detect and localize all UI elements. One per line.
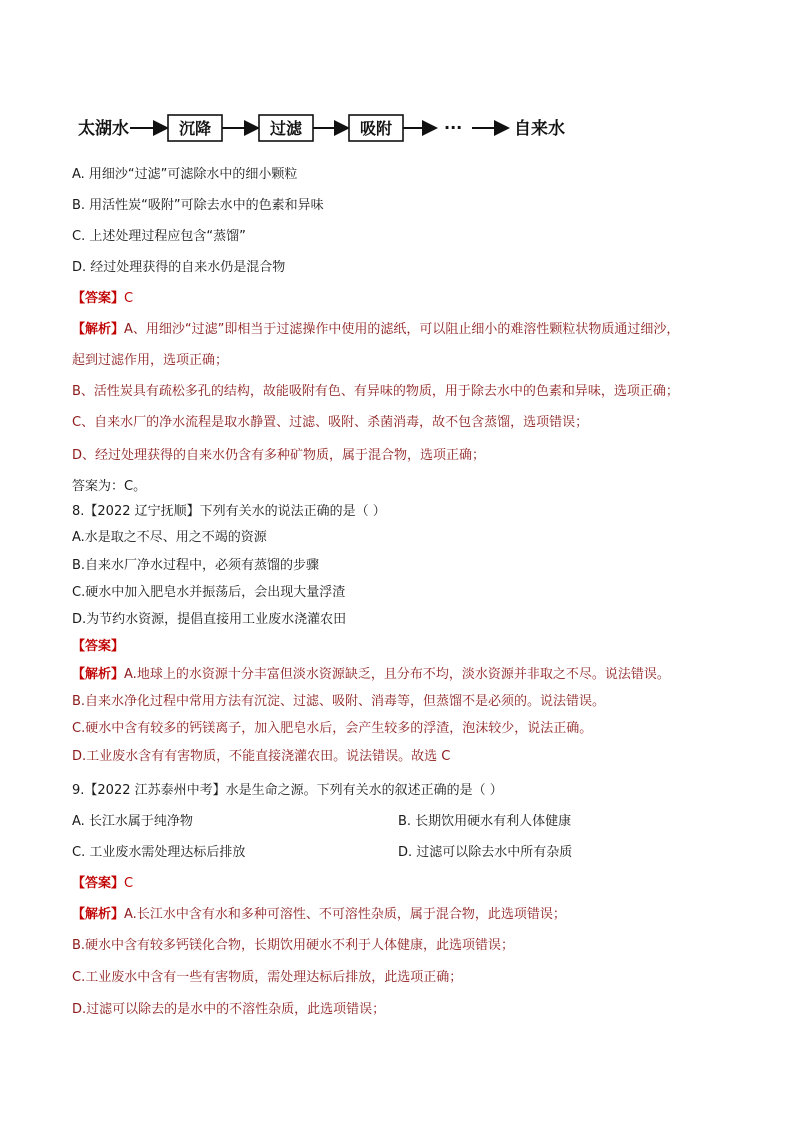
analysis-tag: 【解析】	[72, 322, 125, 337]
analysis-tag: 【解析】	[72, 667, 125, 682]
q7-option-c: C. 上述处理过程应包含“蒸馏”	[72, 229, 246, 244]
q7-analysis-line	[72, 320, 679, 340]
q9-option-d: D. 过滤可以除去水中所有杂质	[398, 845, 573, 860]
q8-option-a: A.水是取之不尽、用之不竭的资源	[72, 530, 267, 545]
flow-start-label: 太湖水	[78, 119, 129, 139]
q7-analysis-text: C、自来水厂的净水流程是取水静置、过滤、吸附、杀菌消毒，故不包含蒸馏，选项错误；	[72, 415, 589, 430]
q8-option-c: C.硬水中加入肥皂水并振荡后，会出现大量浮渣	[72, 585, 346, 600]
analysis-text: A.地球上的水资源十分丰富但淡水资源缺乏，且分布不均，淡水资源并非取之不尽。说法错误。	[124, 667, 670, 682]
q7-analysis-text: B、活性炭具有疏松多孔的结构，故能吸附有色、有异味的物质，用于除去水中的色素和异味，选项正确；	[72, 384, 679, 399]
q8-question: 下列有关水的说法正确的是（ ）	[199, 504, 386, 519]
answer-tag: 【答案】	[72, 639, 125, 654]
q7-analysis-text: 起到过滤作用，选项正确；	[72, 353, 229, 368]
q8-analysis-text: D.工业废水含有有害物质，不能直接浇灌农田。说法错误。故选 C	[72, 749, 451, 764]
q8-answer-line	[72, 637, 124, 657]
q9-question: 水是生命之源。下列有关水的叙述正确的是（ ）	[225, 783, 503, 798]
answer-value: C	[124, 291, 134, 306]
q9-analysis-text: B.硬水中含有较多钙镁化合物，长期饮用硬水不利于人体健康，此选项错误；	[72, 938, 515, 953]
q8-source: 【2022 辽宁抚顺】	[84, 504, 200, 519]
q9-analysis-line	[72, 905, 566, 925]
q9-analysis-text: D.过滤可以除去的是水中的不溶性杂质，此选项错误；	[72, 1002, 386, 1017]
flow-diagram-svg	[72, 108, 592, 148]
q8-analysis-text: C.硬水中含有较多的钙镁离子，加入肥皂水后，会产生较多的浮渣，泡沫较少，说法正确。	[72, 721, 593, 736]
q8-stem	[72, 502, 386, 522]
q9-answer-line	[72, 874, 133, 894]
q8-analysis-line	[72, 665, 670, 685]
q7-final-answer: 答案为：C。	[72, 479, 147, 494]
flow-step-label: 过滤	[269, 119, 303, 138]
q7-option-a: A. 用细沙“过滤”可滤除水中的细小颗粒	[72, 167, 298, 182]
flow-end-label: 自来水	[514, 119, 565, 139]
analysis-text: A、用细沙“过滤”即相当于过滤操作中使用的滤纸，可以阻止细小的难溶性颗粒状物质通过细沙，	[124, 322, 680, 337]
q8-analysis-text: B.自来水净化过程中常用方法有沉淀、过滤、吸附、消毒等，但蒸馏不是必须的。说法错误。	[72, 694, 606, 709]
q9-stem	[72, 781, 503, 801]
answer-tag: 【答案】	[72, 876, 125, 891]
q7-answer-line	[72, 289, 133, 309]
flow-step-label: 沉降	[178, 119, 212, 138]
q7-option-d: D. 经过处理获得的自来水仍是混合物	[72, 260, 286, 275]
q9-option-a: A. 长江水属于纯净物	[72, 814, 193, 829]
flow-step-label: 吸附	[359, 119, 393, 138]
q8-option-b: B.自来水厂净水过程中，必须有蒸馏的步骤	[72, 558, 320, 573]
q9-analysis-text: C.工业废水中含有一些有害物质，需处理达标后排放，此选项正确；	[72, 970, 463, 985]
answer-tag: 【答案】	[72, 291, 125, 306]
q8-option-d: D.为节约水资源，提倡直接用工业废水浇灌农田	[72, 612, 347, 627]
q8-number: 8.	[72, 504, 85, 519]
analysis-tag: 【解析】	[72, 907, 125, 922]
q7-analysis-text: D、经过处理获得的自来水仍含有多种矿物质，属于混合物，选项正确；	[72, 448, 486, 463]
q9-option-b: B. 长期饮用硬水有利人体健康	[398, 814, 572, 829]
flow-ellipsis: ···	[444, 118, 463, 137]
q7-option-b: B. 用活性炭“吸附”可除去水中的色素和异味	[72, 198, 324, 213]
water-treatment-flow-diagram	[72, 108, 592, 148]
q9-option-c: C. 工业废水需处理达标后排放	[72, 845, 246, 860]
answer-value: C	[124, 876, 134, 891]
analysis-text: A.长江水中含有水和多种可溶性、不可溶性杂质，属于混合物，此选项错误；	[124, 907, 566, 922]
q9-source: 【2022 江苏泰州中考】	[84, 783, 226, 798]
q9-number: 9.	[72, 783, 85, 798]
